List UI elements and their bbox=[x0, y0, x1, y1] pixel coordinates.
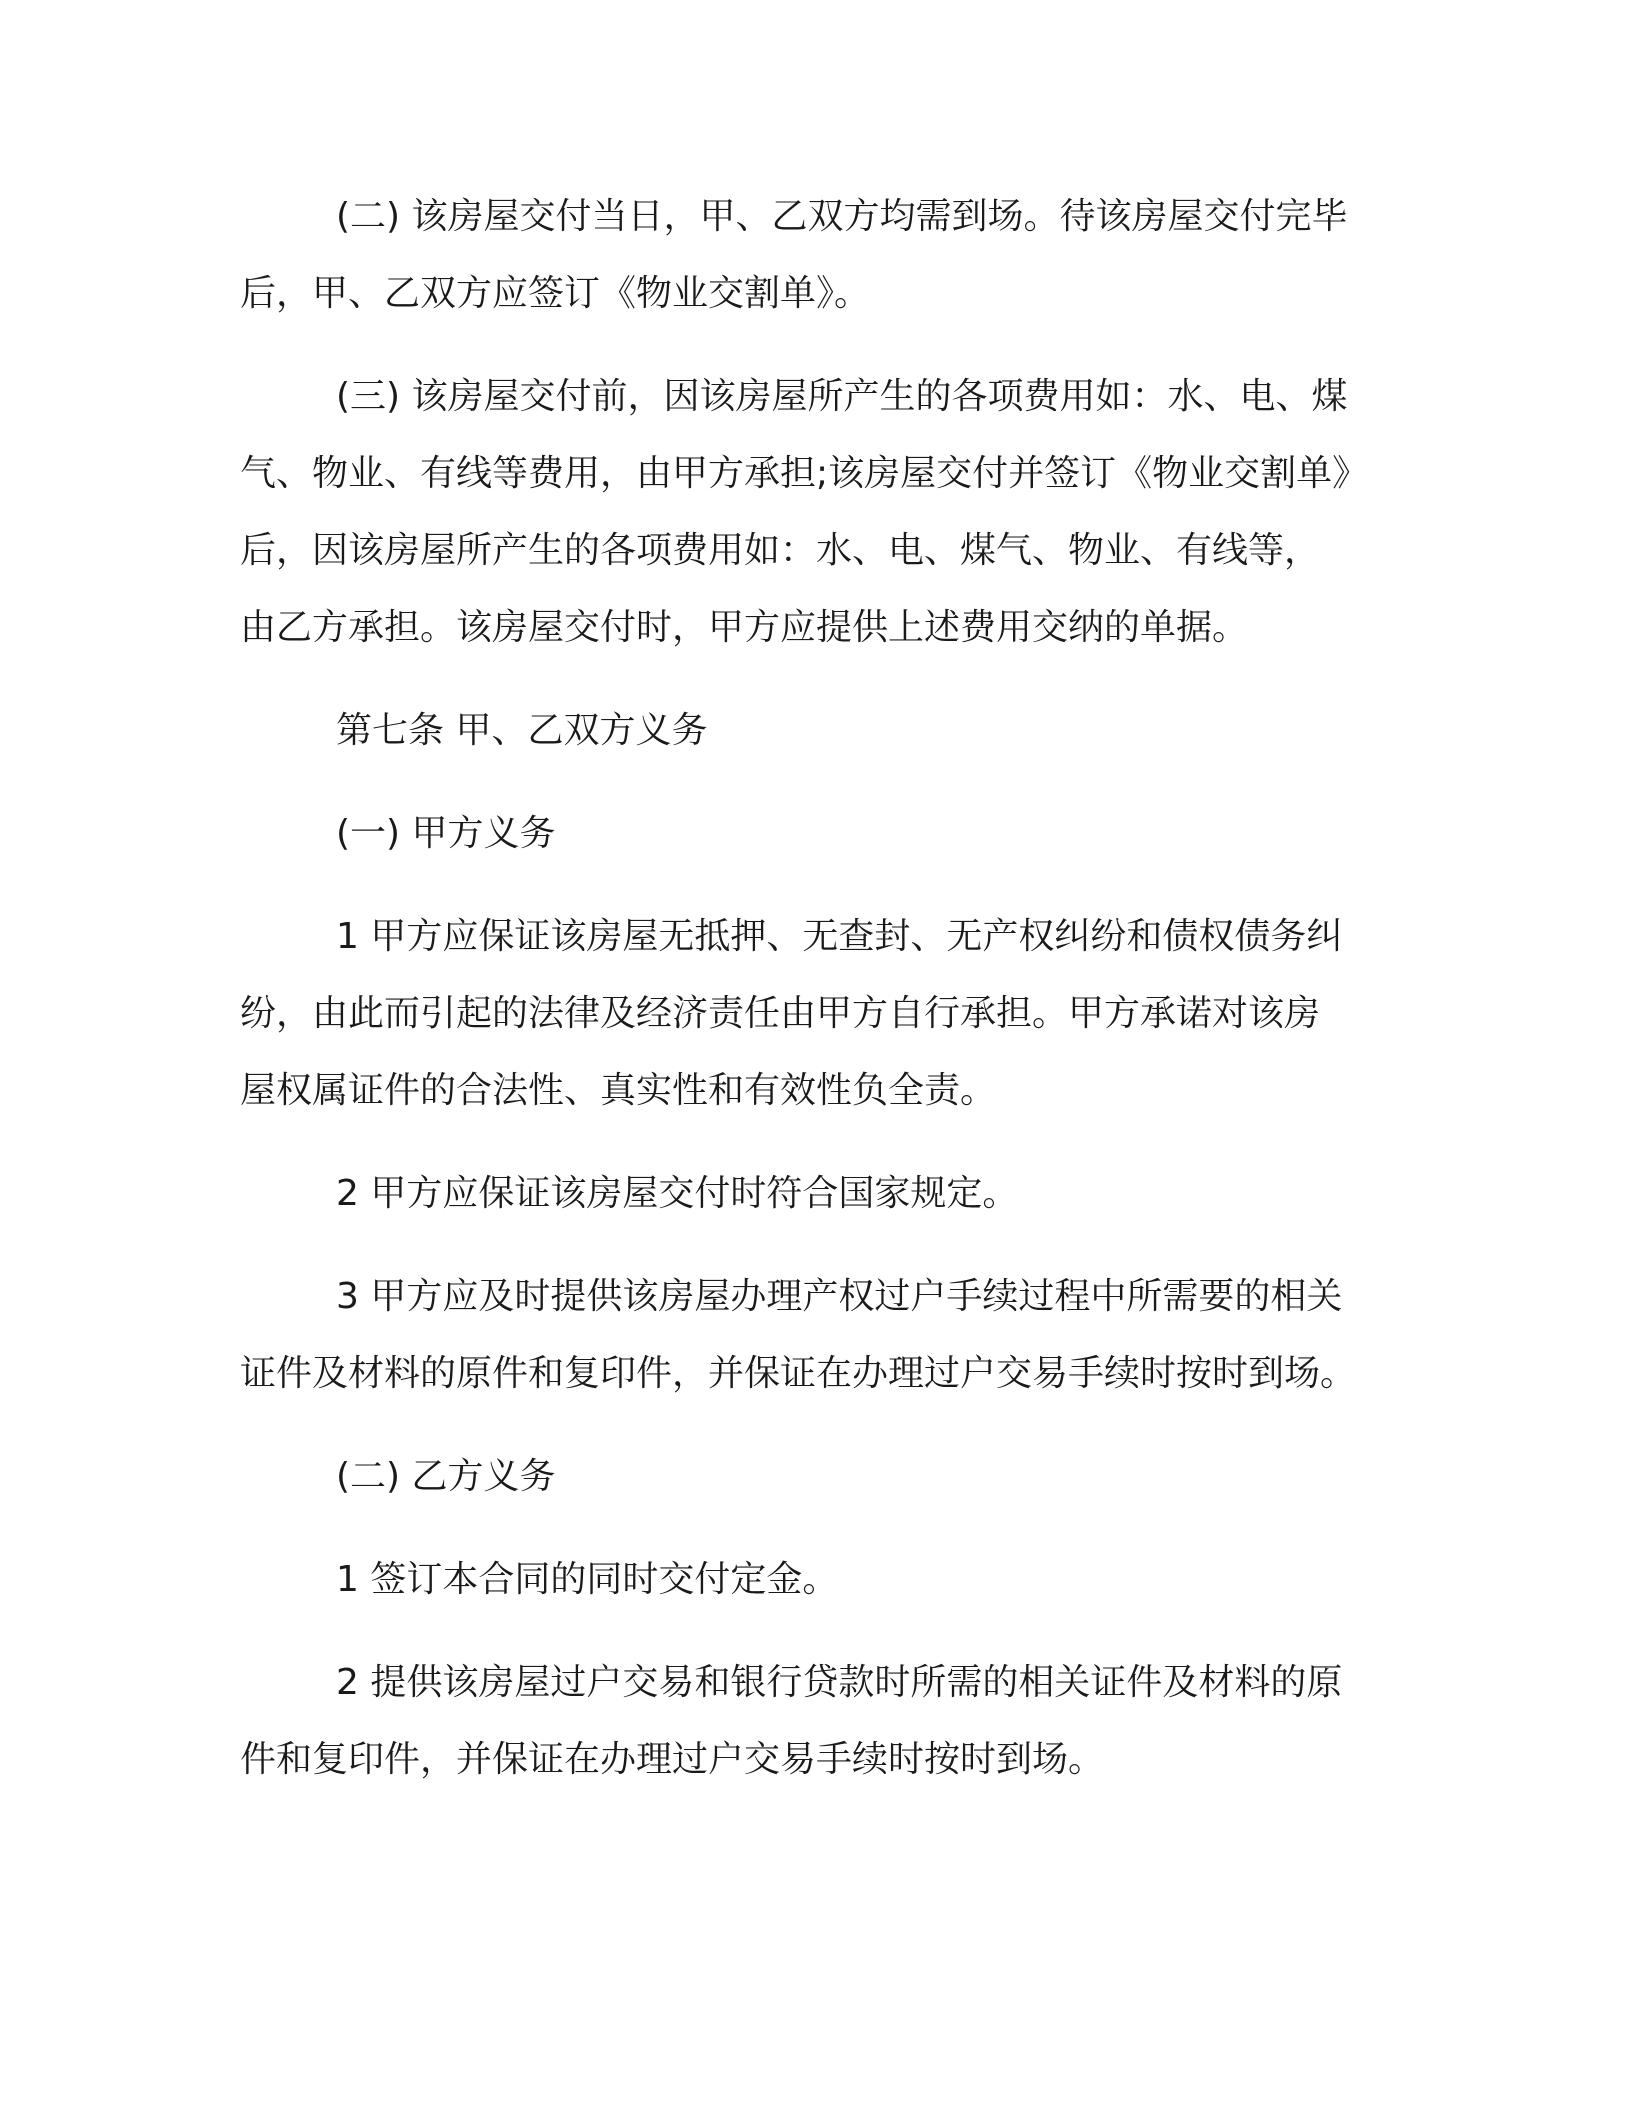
paragraph-line: 由乙方承担。该房屋交付时，甲方应提供上述费用交纳的单据。 bbox=[240, 607, 1249, 648]
paragraph-party-b-item-2 bbox=[240, 1644, 1400, 1798]
paragraph-party-b-item-1 bbox=[240, 1541, 1400, 1618]
paragraph-line: 件和复印件，并保证在办理过户交易手续时按时到场。 bbox=[240, 1739, 1105, 1780]
paragraph-line: 纷，由此而引起的法律及经济责任由甲方自行承担。甲方承诺对该房 bbox=[240, 993, 1321, 1034]
paragraph-line: 1 签订本合同的同时交付定金。 bbox=[336, 1559, 839, 1600]
paragraph-fees bbox=[240, 358, 1400, 666]
section-heading-party-a bbox=[240, 795, 1400, 872]
paragraph-line: 2 甲方应保证该房屋交付时符合国家规定。 bbox=[336, 1173, 1019, 1214]
paragraph-line: (一) 甲方义务 bbox=[336, 813, 556, 854]
paragraph-party-a-item-2 bbox=[240, 1155, 1400, 1232]
paragraph-party-a-item-3 bbox=[240, 1258, 1400, 1412]
paragraph-delivery-day bbox=[240, 178, 1400, 332]
paragraph-line: 屋权属证件的合法性、真实性和有效性负全责。 bbox=[240, 1070, 997, 1111]
paragraph-line: 3 甲方应及时提供该房屋办理产权过户手续过程中所需要的相关 bbox=[336, 1276, 1343, 1317]
paragraph-line: (二) 该房屋交付当日，甲、乙双方均需到场。待该房屋交付完毕 bbox=[336, 196, 1348, 237]
paragraph-line: 1 甲方应保证该房屋无抵押、无查封、无产权纠纷和债权债务纠 bbox=[336, 916, 1343, 957]
paragraph-line: 2 提供该房屋过户交易和银行贷款时所需的相关证件及材料的原 bbox=[336, 1662, 1343, 1703]
paragraph-line: 第七条 甲、乙双方义务 bbox=[336, 710, 708, 751]
article-heading bbox=[240, 692, 1400, 769]
paragraph-party-a-item-1 bbox=[240, 898, 1400, 1129]
paragraph-line: 后，甲、乙双方应签订《物业交割单》。 bbox=[240, 273, 871, 314]
section-heading-party-b bbox=[240, 1438, 1400, 1515]
paragraph-line: 证件及材料的原件和复印件，并保证在办理过户交易手续时按时到场。 bbox=[240, 1353, 1357, 1394]
paragraph-line: (三) 该房屋交付前，因该房屋所产生的各项费用如：水、电、煤 bbox=[336, 376, 1348, 417]
paragraph-line: 后，因该房屋所产生的各项费用如：水、电、煤气、物业、有线等， bbox=[240, 530, 1321, 571]
paragraph-line: (二) 乙方义务 bbox=[336, 1456, 556, 1497]
paragraph-line: 气、物业、有线等费用，由甲方承担;该房屋交付并签订《物业交割单》 bbox=[240, 453, 1369, 494]
